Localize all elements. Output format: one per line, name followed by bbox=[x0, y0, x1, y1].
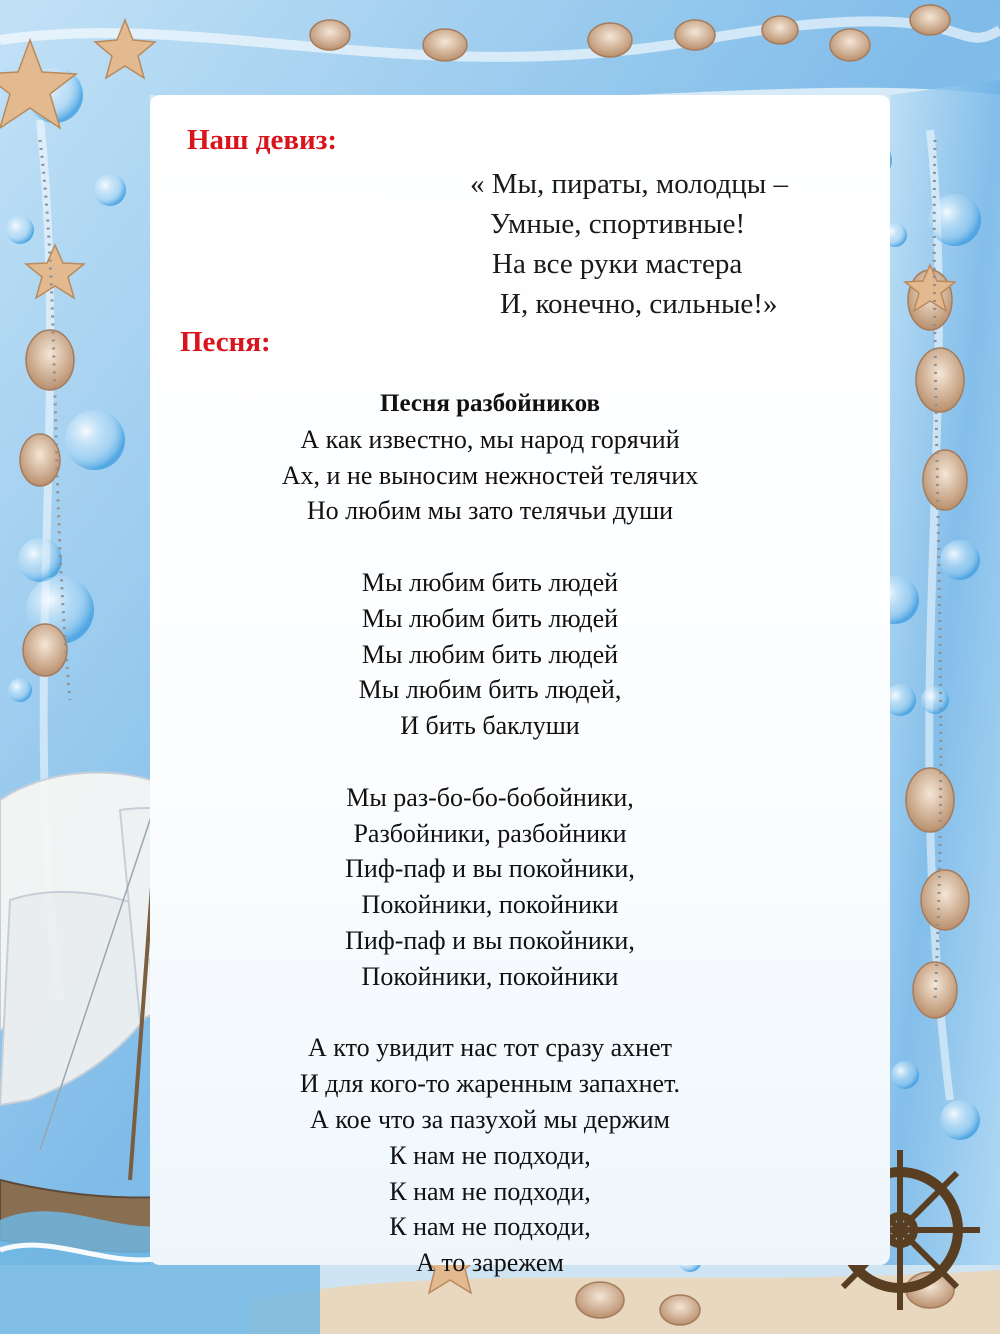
motto-text bbox=[470, 164, 870, 324]
song-title: Песня разбойников bbox=[380, 390, 600, 417]
lyric-line: Пиф-паф и вы покойники, bbox=[345, 854, 635, 884]
lyric-line: Мы раз-бо-бо-бобойники, bbox=[346, 782, 634, 812]
lyric-line: Пиф-паф и вы покойники, bbox=[345, 925, 635, 955]
stanza-gap bbox=[240, 744, 740, 780]
lyric-line: К нам не подходи, bbox=[389, 1140, 591, 1170]
lyric-line: Мы любим бить людей bbox=[361, 603, 619, 633]
motto-line: И, конечно, сильные!» bbox=[500, 288, 778, 320]
lyric-line: Мы любим бить людей, bbox=[358, 675, 622, 705]
lyric-line: А то зарежем bbox=[416, 1248, 564, 1278]
lyric-line: Разбойники, разбойники bbox=[353, 818, 627, 848]
stanza-gap bbox=[240, 529, 740, 565]
lyric-line: Мы любим бить людей bbox=[361, 567, 619, 597]
lyric-line: Мы любим бить людей bbox=[361, 639, 619, 669]
lyric-line: А кое что за пазухой мы держим bbox=[310, 1104, 670, 1134]
lyric-line: Покойники, покойники bbox=[361, 890, 619, 920]
motto-heading: Наш девиз: bbox=[187, 124, 338, 156]
lyric-line: К нам не подходи, bbox=[389, 1212, 591, 1242]
lyric-line: А кто увидит нас тот сразу ахнет bbox=[308, 1033, 672, 1063]
motto-line: « Мы, пираты, молодцы – bbox=[470, 168, 788, 200]
lyric-line: Но любим мы зато телячьи души bbox=[306, 496, 674, 526]
lyric-line: А как известно, мы народ горячий bbox=[300, 424, 680, 454]
lyric-line: К нам не подходи, bbox=[389, 1176, 591, 1206]
lyric-line: И для кого-то жаренным запахнет. bbox=[299, 1069, 681, 1099]
lyric-line: Покойники, покойники bbox=[361, 961, 619, 991]
motto-line: Умные, спортивные! bbox=[490, 208, 746, 240]
song-heading: Песня: bbox=[180, 326, 271, 358]
stanza-gap bbox=[240, 995, 740, 1031]
lyric-line: Ах, и не выносим нежностей телячих bbox=[281, 460, 699, 490]
song-lyrics bbox=[240, 386, 740, 1281]
lyric-line: И бить баклуши bbox=[400, 711, 580, 741]
motto-line: На все руки мастера bbox=[492, 248, 743, 280]
